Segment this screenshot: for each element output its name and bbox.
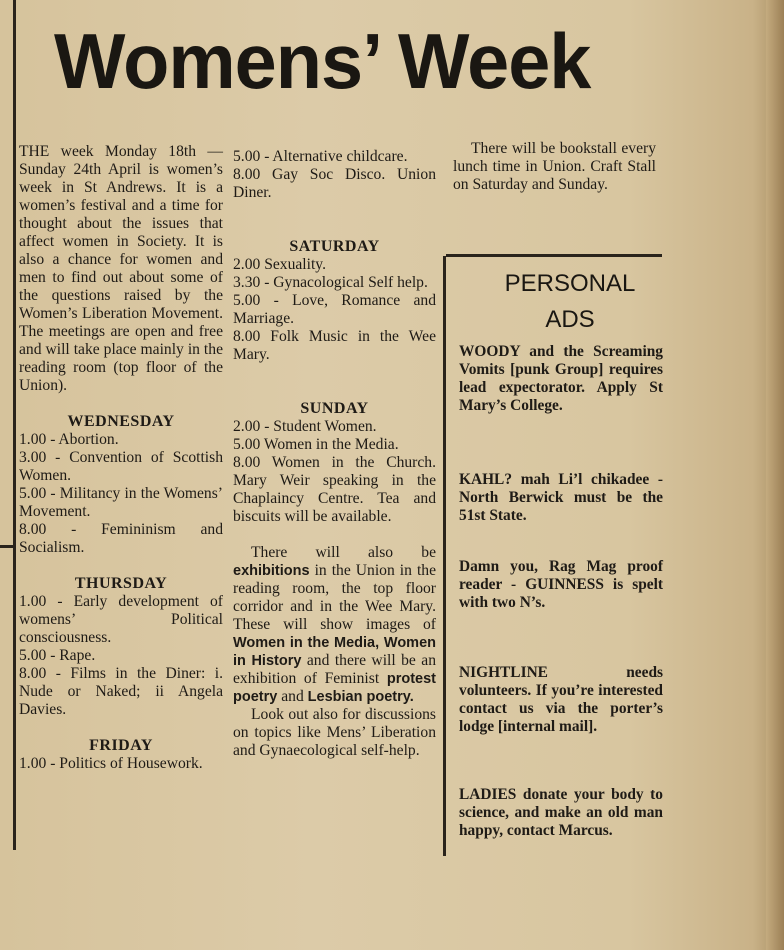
intro-paragraph: THE week Monday 18th — Sunday 24th April is women’s week in St Andrews. It is a women’s festival and a time for thought about the issues that affect women in Society. It is also a chance for women and men to find out about some of the questions raised by the Women’s Liberation Movement. The meetings are open and free and will take place mainly in the reading room (top floor of the Union). [19,143,223,394]
schedule-item: 5.00 - Rape. [19,647,96,664]
bookstall-paragraph: There will be bookstall every lunch time in Union. Craft Stall on Saturday and Sunday. [453,140,656,193]
schedule-item: 8.00 - Films in the Diner: i. Nude or Naked; ii Angela Davies. [19,665,223,718]
schedule-item: 1.00 - Early development of womens’ Political consciousness. [19,593,223,646]
article-headline: Womens’ Week [54,17,591,105]
day-heading-wednesday: WEDNESDAY [67,413,175,430]
personal-ad: KAHL? mah Li’l chikadee - North Berwick must be the 51st State. [459,471,663,524]
exhibitions-paragraph: There will also be exhibitions in the Union in the reading room, the top floor corridor and in the Wee Mary. These will show images of Women in the Media, Women in History and there will be an exhibition of Feminist protest poetry and Lesbian poetry. [233,544,437,705]
schedule-item: 8.00 Gay Soc Disco. Union Diner. [233,166,436,201]
schedule-item: 8.00 Women in the Church. Mary Weir speaking in the Chaplaincy Centre. Tea and biscuits will be available. [233,454,436,525]
personal-ad: WOODY and the Screaming Vomits [punk Group] requires lead expectorator. Apply St Mary’s College. [459,343,663,414]
day-heading-saturday: SATURDAY [289,238,380,255]
schedule-item: 8.00 Folk Music in the Wee Mary. [233,328,436,363]
column-rule-left [13,0,16,850]
day-heading-thursday: THURSDAY [74,575,168,592]
day-heading-sunday: SUNDAY [300,400,369,417]
lookout-paragraph: Look out also for discussions on topics like Mens’ Liberation and Gynaecological self-help. [233,706,436,759]
schedule-item: 1.00 - Abortion. [19,431,119,448]
personal-ads-title: PERSONAL ADS [504,270,636,333]
corner-rule [0,545,16,548]
ads-box-rule-left [443,256,446,856]
schedule-item: 8.00 - Femininism and Socialism. [19,521,223,556]
personal-ad: NIGHTLINE needs volunteers. If you’re interested contact us via the porter’s lodge [internal mail]. [459,664,663,735]
schedule-item: 2.00 - Student Women. [233,418,377,435]
schedule-item: 5.00 - Militancy in the Womens’ Movement. [19,485,223,520]
schedule-item: 1.00 - Politics of Housework. [19,755,203,772]
column-one [19,143,223,773]
personal-ad: LADIES donate your body to science, and make an old man happy, contact Marcus. [459,786,663,839]
ads-box-rule-top [446,254,662,257]
column-three [453,140,656,194]
schedule-item: 5.00 - Love, Romance and Marriage. [233,292,436,327]
schedule-item: 5.00 - Alternative childcare. [233,148,408,165]
page-edge [766,0,784,950]
day-heading-friday: FRIDAY [89,737,153,754]
schedule-item: 3.00 - Convention of Scottish Women. [19,449,223,484]
schedule-item: 2.00 Sexuality. [233,256,326,273]
personal-ad: Damn you, Rag Mag proof reader - GUINNESS is spelt with two N’s. [459,558,663,611]
schedule-item: 5.00 Women in the Media. [233,436,399,453]
column-two [233,148,436,760]
schedule-item: 3.30 - Gynacological Self help. [233,274,428,291]
